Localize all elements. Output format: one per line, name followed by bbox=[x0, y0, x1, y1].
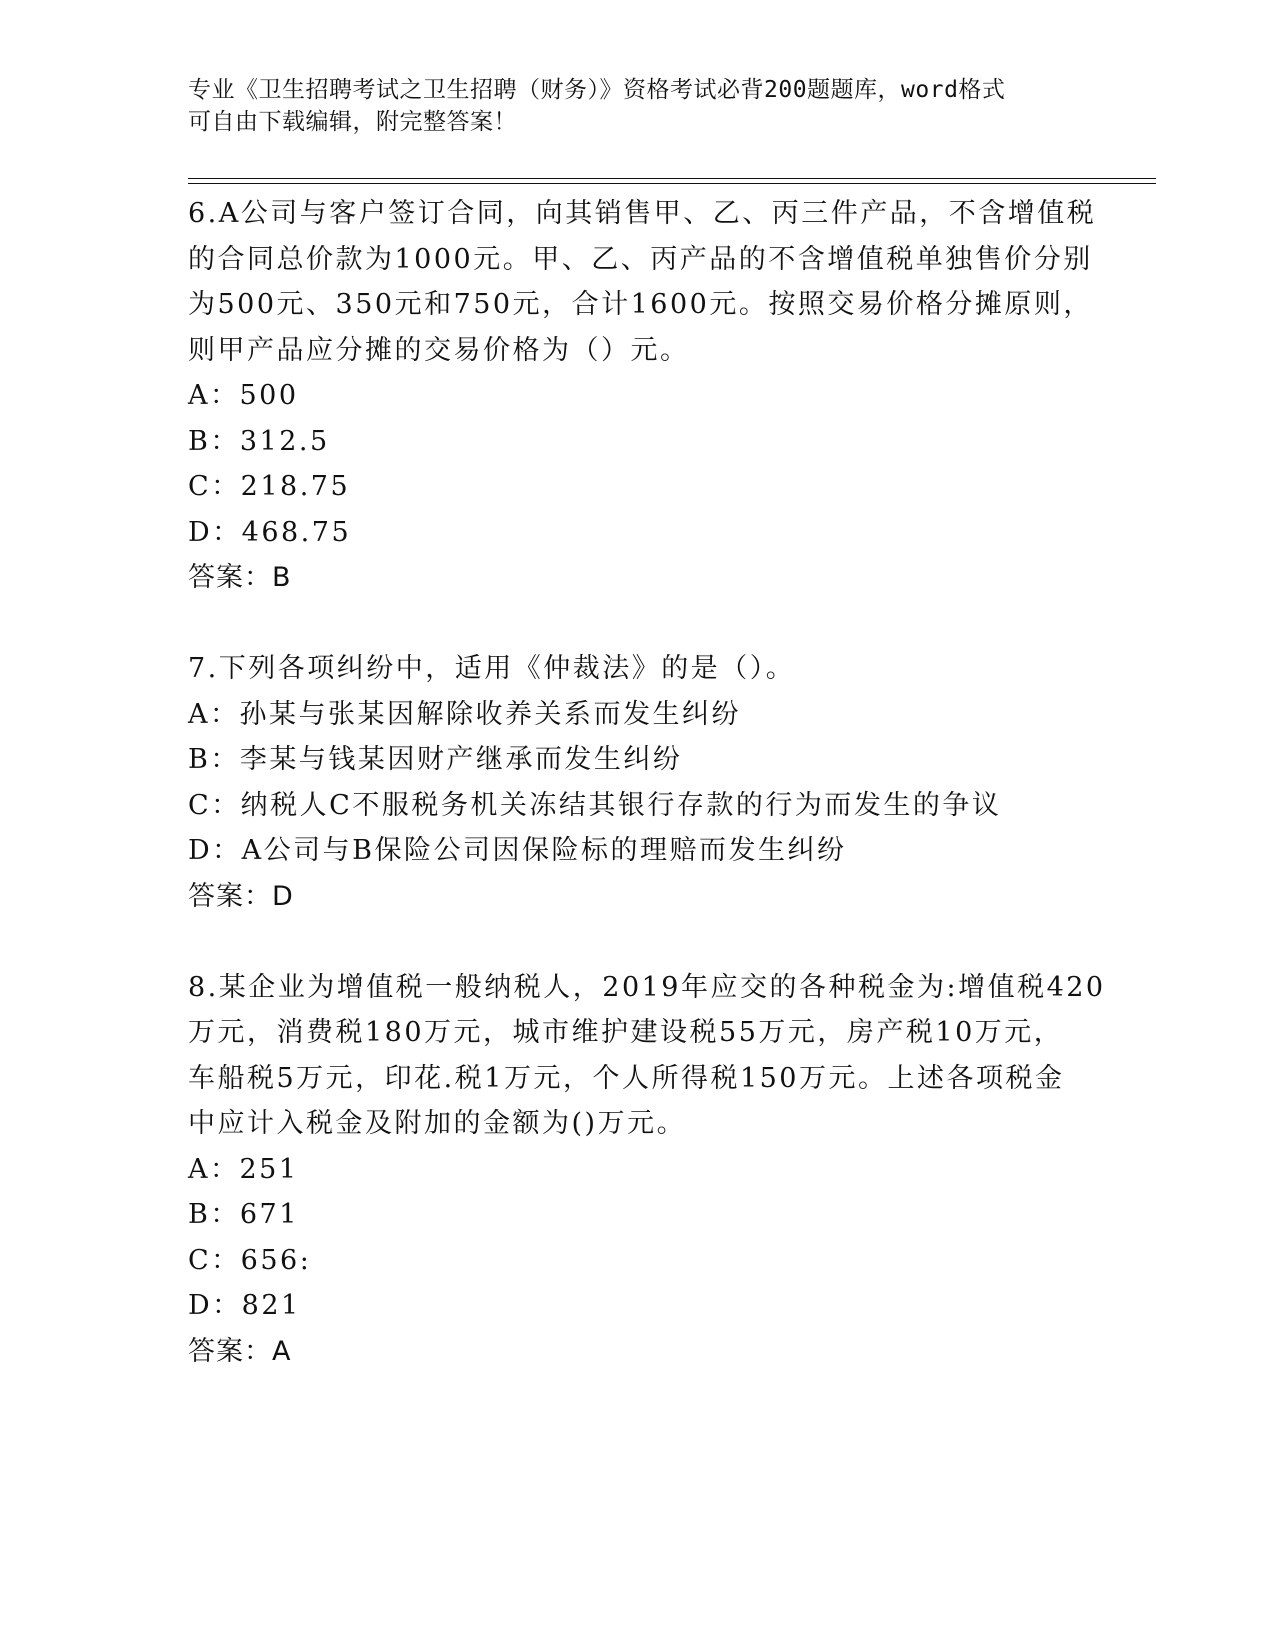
header-title-line-2: 可自由下载编辑，附完整答案！ bbox=[188, 109, 517, 135]
option-c: C：656: bbox=[188, 1244, 312, 1276]
header-divider-top bbox=[188, 178, 1156, 179]
question-6 bbox=[188, 191, 1097, 601]
question-stem-line: 7.下列各项纠纷中，适用《仲裁法》的是（）。 bbox=[188, 653, 796, 684]
option-d: D：821 bbox=[188, 1290, 301, 1321]
question-8 bbox=[188, 965, 1106, 1375]
question-stem bbox=[188, 965, 1106, 1147]
question-spacer bbox=[188, 919, 1088, 965]
option-d: D：468.75 bbox=[188, 516, 352, 548]
answer-line: 答案：D bbox=[188, 880, 294, 912]
option-a: A：500 bbox=[188, 380, 299, 411]
question-stem-line: 中应计入税金及附加的金额为()万元。 bbox=[188, 1108, 687, 1139]
question-7 bbox=[188, 646, 1088, 919]
question-spacer bbox=[188, 601, 1088, 647]
option-c: C：纳税人C不服税务机关冻结其银行存款的行为而发生的争议 bbox=[188, 789, 1002, 821]
header-title-line-1: 专业《卫生招聘考试之卫生招聘（财务）》资格考试必背200题题库，word格式 bbox=[188, 77, 1006, 103]
question-stem bbox=[188, 191, 1097, 373]
option-d: D：A公司与B保险公司因保险标的理赔而发生纠纷 bbox=[188, 835, 847, 866]
question-stem-line: 的合同总价款为1000元。甲、乙、丙产品的不含增值税单独售价分别 bbox=[188, 243, 1093, 275]
option-b: B：李某与钱某因财产继承而发生纠纷 bbox=[188, 744, 683, 775]
question-list bbox=[188, 191, 1106, 1374]
header-divider-bottom bbox=[188, 183, 1156, 184]
question-stem bbox=[188, 646, 1088, 692]
question-stem-line: 为500元、350元和750元，合计1600元。按照交易价格分摊原则， bbox=[188, 289, 1093, 320]
question-stem-line: 万元，消费税180万元，城市维护建设税55万元，房产税10万元， bbox=[188, 1017, 1064, 1048]
option-a: A：孙某与张某因解除收养关系而发生纠纷 bbox=[188, 698, 741, 730]
option-a: A：251 bbox=[188, 1153, 299, 1185]
document-header bbox=[188, 74, 1068, 138]
option-b: B：671 bbox=[188, 1199, 299, 1230]
question-stem-line: 车船税5万元，印花.税1万元，个人所得税150万元。上述各项税金 bbox=[188, 1062, 1065, 1094]
option-b: B：312.5 bbox=[188, 425, 330, 457]
question-stem-line: 8.某企业为增值税一般纳税人，2019年应交的各种税金为:增值税420 bbox=[188, 971, 1106, 1003]
answer-line: 答案：A bbox=[188, 1335, 292, 1367]
option-c: C：218.75 bbox=[188, 471, 351, 502]
answer-line: 答案：B bbox=[188, 562, 292, 593]
question-stem-line: 6.A公司与客户签订合同，向其销售甲、乙、丙三件产品，不含增值税 bbox=[188, 198, 1097, 229]
question-stem-line: 则甲产品应分摊的交易价格为（）元。 bbox=[188, 334, 690, 366]
